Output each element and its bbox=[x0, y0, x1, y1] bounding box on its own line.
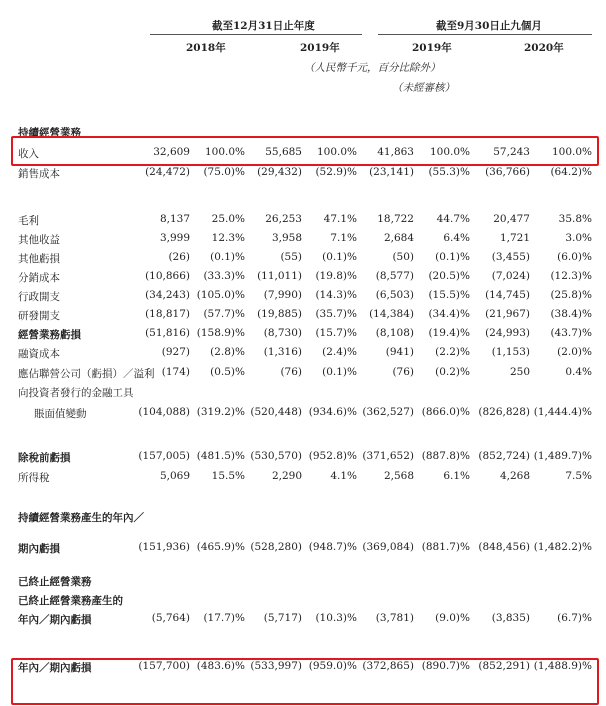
section-title: 持續經營業務 bbox=[18, 127, 81, 139]
row-value: (934.6)% bbox=[308, 406, 357, 418]
row-value: 250 bbox=[509, 366, 530, 378]
table-row bbox=[0, 510, 606, 526]
row-value: 2,684 bbox=[383, 232, 414, 244]
table-row bbox=[0, 346, 606, 362]
row-value: (9.0)% bbox=[435, 612, 470, 624]
row-value: (55.3)% bbox=[428, 166, 470, 178]
row-value: 32,609 bbox=[153, 146, 190, 158]
row-value: (151,936) bbox=[138, 541, 190, 553]
row-value: (25.8)% bbox=[550, 289, 592, 301]
row-value: (0.1)% bbox=[435, 251, 470, 263]
row-value: (6.0)% bbox=[557, 251, 592, 263]
row-value: (881.7)% bbox=[421, 541, 470, 553]
row-value: (8,577) bbox=[375, 270, 414, 282]
year-2018: 2018年 bbox=[186, 42, 226, 54]
unaudited-note: （未經審核） bbox=[392, 82, 455, 94]
row-value: (105.0)% bbox=[196, 289, 245, 301]
row-label: 銷售成本 bbox=[18, 168, 60, 180]
row-value: 3.0% bbox=[565, 232, 592, 244]
table-row bbox=[0, 612, 606, 628]
row-value: 57,243 bbox=[493, 146, 530, 158]
row-value: (483.6)% bbox=[196, 660, 245, 672]
row-value: (3,835) bbox=[491, 612, 530, 624]
row-value: (19.4)% bbox=[428, 327, 470, 339]
row-value: (372,865) bbox=[362, 660, 414, 672]
row-value: (948.7)% bbox=[308, 541, 357, 553]
row-label: 已終止經營業務產生的 bbox=[18, 595, 123, 607]
row-value: (319.2)% bbox=[196, 406, 245, 418]
table-row bbox=[0, 327, 606, 343]
row-value: 100.0% bbox=[316, 146, 357, 158]
row-value: (941) bbox=[385, 346, 414, 358]
row-value: (14,745) bbox=[485, 289, 530, 301]
row-value: (887.8)% bbox=[421, 450, 470, 462]
row-value: (20.5)% bbox=[428, 270, 470, 282]
row-value: (10,866) bbox=[145, 270, 190, 282]
row-label: 分銷成本 bbox=[18, 272, 60, 284]
row-label: 向投資者發行的金融工具 bbox=[18, 387, 134, 399]
row-value: (852,724) bbox=[478, 450, 530, 462]
row-value: (2.2)% bbox=[435, 346, 470, 358]
row-value: (2.4)% bbox=[322, 346, 357, 358]
row-value: (2.8)% bbox=[210, 346, 245, 358]
row-value: (52.9)% bbox=[315, 166, 357, 178]
table-row bbox=[0, 289, 606, 305]
row-value: (1,489.7)% bbox=[533, 450, 592, 462]
row-value: (1,444.4)% bbox=[533, 406, 592, 418]
row-label: 行政開支 bbox=[18, 291, 60, 303]
row-value: 3,999 bbox=[159, 232, 190, 244]
row-value: (23,141) bbox=[369, 166, 414, 178]
header-group-fy: 截至12月31日止年度 bbox=[212, 20, 315, 32]
row-value: (14.3)% bbox=[315, 289, 357, 301]
row-value: (3,455) bbox=[491, 251, 530, 263]
row-value: (530,570) bbox=[250, 450, 302, 462]
row-value: 100.0% bbox=[429, 146, 470, 158]
table-row bbox=[0, 385, 606, 401]
row-value: (0.1)% bbox=[322, 366, 357, 378]
row-value: (481.5)% bbox=[196, 450, 245, 462]
row-label: 已終止經營業務 bbox=[18, 576, 92, 588]
row-value: 26,253 bbox=[265, 213, 302, 225]
row-value: (528,280) bbox=[250, 541, 302, 553]
row-label: 持續經營業務產生的年內／ bbox=[18, 512, 144, 524]
row-value: (75.0)% bbox=[203, 166, 245, 178]
row-value: (520,448) bbox=[250, 406, 302, 418]
row-value: (533,997) bbox=[250, 660, 302, 672]
row-value: (0.1)% bbox=[210, 251, 245, 263]
row-value: (38.4)% bbox=[550, 308, 592, 320]
row-label: 收入 bbox=[18, 148, 39, 160]
row-value: (157,005) bbox=[138, 450, 190, 462]
row-value: 3,958 bbox=[271, 232, 302, 244]
row-value: 100.0% bbox=[551, 146, 592, 158]
row-value: (55) bbox=[280, 251, 302, 263]
table-row bbox=[0, 366, 606, 382]
row-value: 7.5% bbox=[565, 470, 592, 482]
row-value: (952.8)% bbox=[308, 450, 357, 462]
row-value: (21,967) bbox=[485, 308, 530, 320]
row-value: (0.5)% bbox=[210, 366, 245, 378]
row-value: (51,816) bbox=[145, 327, 190, 339]
table-row bbox=[0, 146, 606, 162]
row-value: (24,472) bbox=[145, 166, 190, 178]
row-value: (17.7)% bbox=[203, 612, 245, 624]
row-value: (852,291) bbox=[478, 660, 530, 672]
row-value: (11,011) bbox=[257, 270, 302, 282]
header-rule-9m bbox=[378, 34, 592, 35]
row-label: 賬面值變動 bbox=[34, 408, 87, 420]
row-value: (5,717) bbox=[263, 612, 302, 624]
row-value: (371,652) bbox=[362, 450, 414, 462]
table-row bbox=[0, 308, 606, 324]
row-value: 1,721 bbox=[499, 232, 530, 244]
row-value: (12.3)% bbox=[550, 270, 592, 282]
row-value: 41,863 bbox=[377, 146, 414, 158]
row-value: 7.1% bbox=[330, 232, 357, 244]
row-value: (104,088) bbox=[138, 406, 190, 418]
row-value: 44.7% bbox=[436, 213, 470, 225]
row-value: (76) bbox=[280, 366, 302, 378]
row-value: (0.2)% bbox=[435, 366, 470, 378]
row-value: 15.5% bbox=[211, 470, 245, 482]
row-value: (866.0)% bbox=[421, 406, 470, 418]
header-group-9m: 截至9月30日止九個月 bbox=[436, 20, 542, 32]
table-row bbox=[0, 232, 606, 248]
row-value: 6.1% bbox=[443, 470, 470, 482]
row-value: (6,503) bbox=[375, 289, 414, 301]
row-value: (8,730) bbox=[263, 327, 302, 339]
row-value: (29,432) bbox=[257, 166, 302, 178]
row-value: 2,568 bbox=[383, 470, 414, 482]
row-value: (76) bbox=[392, 366, 414, 378]
row-value: (5,764) bbox=[151, 612, 190, 624]
year-2020: 2020年 bbox=[524, 42, 564, 54]
row-value: 0.4% bbox=[565, 366, 592, 378]
row-value: (26) bbox=[168, 251, 190, 263]
row-label: 除稅前虧損 bbox=[18, 452, 71, 464]
row-value: (369,084) bbox=[362, 541, 414, 553]
row-label: 融資成本 bbox=[18, 348, 60, 360]
header-rule-fy bbox=[150, 34, 362, 35]
row-value: (19.8)% bbox=[315, 270, 357, 282]
row-value: 35.8% bbox=[558, 213, 592, 225]
row-value: (174) bbox=[161, 366, 190, 378]
row-value: (64.2)% bbox=[550, 166, 592, 178]
row-value: (50) bbox=[392, 251, 414, 263]
row-value: 20,477 bbox=[493, 213, 530, 225]
row-value: (33.3)% bbox=[203, 270, 245, 282]
row-value: 100.0% bbox=[204, 146, 245, 158]
row-value: (465.9)% bbox=[196, 541, 245, 553]
table-row bbox=[0, 251, 606, 267]
row-value: (24,993) bbox=[485, 327, 530, 339]
row-value: 47.1% bbox=[323, 213, 357, 225]
row-value: (1,316) bbox=[263, 346, 302, 358]
row-value: (927) bbox=[161, 346, 190, 358]
row-value: (14,384) bbox=[369, 308, 414, 320]
row-value: (34,243) bbox=[145, 289, 190, 301]
row-value: 55,685 bbox=[265, 146, 302, 158]
row-value: (959.0)% bbox=[308, 660, 357, 672]
row-value: 18,722 bbox=[377, 213, 414, 225]
table-row bbox=[0, 406, 606, 422]
row-value: (848,456) bbox=[478, 541, 530, 553]
row-value: 12.3% bbox=[211, 232, 245, 244]
table-row bbox=[0, 270, 606, 286]
year-2019-9m: 2019年 bbox=[412, 42, 452, 54]
table-row bbox=[0, 213, 606, 229]
table-row bbox=[0, 450, 606, 466]
table-row bbox=[0, 660, 606, 676]
row-value: (19,885) bbox=[257, 308, 302, 320]
row-label: 研發開支 bbox=[18, 310, 60, 322]
row-label: 期內虧損 bbox=[18, 543, 60, 555]
row-value: (0.1)% bbox=[322, 251, 357, 263]
row-label: 毛利 bbox=[18, 215, 39, 227]
row-value: (3,781) bbox=[375, 612, 414, 624]
row-value: (57.7)% bbox=[203, 308, 245, 320]
row-value: (7,024) bbox=[491, 270, 530, 282]
row-value: (1,153) bbox=[491, 346, 530, 358]
row-value: (10.3)% bbox=[315, 612, 357, 624]
row-value: 6.4% bbox=[443, 232, 470, 244]
table-row bbox=[0, 541, 606, 557]
row-value: (15.7)% bbox=[315, 327, 357, 339]
year-2019-fy: 2019年 bbox=[300, 42, 340, 54]
row-value: (158.9)% bbox=[196, 327, 245, 339]
row-value: 8,137 bbox=[159, 213, 190, 225]
unit-note: （人民幣千元，百分比除外） bbox=[304, 62, 441, 74]
row-value: (157,700) bbox=[138, 660, 190, 672]
row-value: 2,290 bbox=[271, 470, 302, 482]
row-value: 5,069 bbox=[159, 470, 190, 482]
row-value: (7,990) bbox=[263, 289, 302, 301]
row-label: 年內／期內虧損 bbox=[18, 662, 92, 674]
row-value: (1,488.9)% bbox=[533, 660, 592, 672]
row-value: 4.1% bbox=[330, 470, 357, 482]
row-label: 其他收益 bbox=[18, 234, 60, 246]
row-value: (18,817) bbox=[145, 308, 190, 320]
row-value: (2.0)% bbox=[557, 346, 592, 358]
row-value: 4,268 bbox=[499, 470, 530, 482]
row-value: (34.4)% bbox=[428, 308, 470, 320]
row-value: (362,527) bbox=[362, 406, 414, 418]
row-value: (6.7)% bbox=[557, 612, 592, 624]
row-label: 年內／期內虧損 bbox=[18, 614, 92, 626]
row-value: (826,828) bbox=[478, 406, 530, 418]
table-row bbox=[0, 593, 606, 609]
row-value: (8,108) bbox=[375, 327, 414, 339]
row-value: (890.7)% bbox=[421, 660, 470, 672]
table-row bbox=[0, 166, 606, 182]
row-value: (1,482.2)% bbox=[533, 541, 592, 553]
row-label: 經營業務虧損 bbox=[18, 329, 81, 341]
row-value: (35.7)% bbox=[315, 308, 357, 320]
row-value: (15.5)% bbox=[428, 289, 470, 301]
row-value: (36,766) bbox=[485, 166, 530, 178]
table-row bbox=[0, 574, 606, 590]
row-value: 25.0% bbox=[211, 213, 245, 225]
table-row bbox=[0, 470, 606, 486]
row-value: (43.7)% bbox=[550, 327, 592, 339]
row-label: 其他虧損 bbox=[18, 253, 60, 265]
row-label: 應佔聯營公司（虧損）／溢利 bbox=[18, 368, 155, 380]
row-label: 所得稅 bbox=[18, 472, 50, 484]
